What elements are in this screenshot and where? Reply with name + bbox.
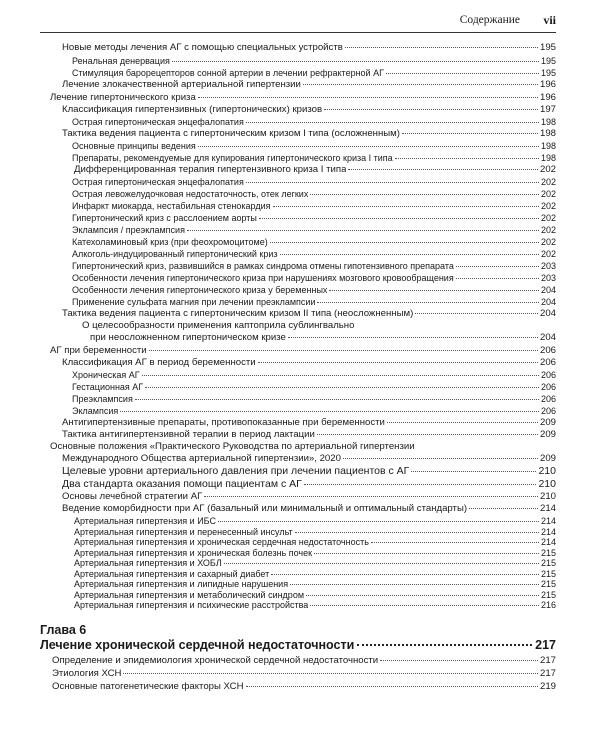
toc-entry[interactable]: Гипертонический криз, развившийся в рамках синдрома отмены гипотензивного препарата 203 xyxy=(72,261,556,271)
toc-entry[interactable]: Артериальная гипертензия и перенесенный инсульт 214 xyxy=(74,526,556,537)
toc-entry[interactable]: Стимуляция барорецепторов сонной артерии в лечении рефрактерной АГ 195 xyxy=(72,68,556,78)
toc-entry[interactable]: Инфаркт миокарда, нестабильная стенокардия 202 xyxy=(72,201,556,211)
toc-entry[interactable]: Ведение коморбидности при АГ (базальный или минимальный и оптимальный стандарты) 214 xyxy=(62,503,556,514)
toc-entry[interactable]: АГ при беременности 206 xyxy=(50,345,556,356)
toc-entry[interactable]: Лечение гипертонического криза 196 xyxy=(50,92,556,103)
toc-entry[interactable]: Лечение злокачественной артериальной гипертензии 196 xyxy=(62,79,556,90)
toc-entry[interactable]: Артериальная гипертензия и психические расстройства 216 xyxy=(74,600,556,610)
toc-entry[interactable]: Артериальная гипертензия и ХОБЛ 215 xyxy=(74,558,556,568)
toc-entry[interactable]: Хроническая АГ 206 xyxy=(72,370,556,380)
toc-entry[interactable]: Два стандарта оказания помощи пациентам с АГ 210 xyxy=(62,478,556,490)
toc-entry[interactable]: Артериальная гипертензия и хроническая сердечная недостаточность 214 xyxy=(74,537,556,547)
toc-entry[interactable]: Антигипертензивные препараты, противопоказанные при беременности 209 xyxy=(62,417,556,428)
toc-entry-line1[interactable]: Основные положения «Практического Руководства по артериальной гипертензии xyxy=(50,441,415,452)
toc-entry[interactable]: Тактика антигипертензивной терапии в период лактации 209 xyxy=(62,429,556,440)
toc-entry[interactable]: Классификация гипертензивных (гипертонических) кризов 197 xyxy=(62,104,556,115)
toc-entry[interactable]: Катехоламиновый криз (при феохромоцитоме) 202 xyxy=(72,237,556,247)
toc-entry[interactable]: Острая гипертоническая энцефалопатия 202 xyxy=(72,177,556,187)
toc-entry[interactable]: Артериальная гипертензия и метаболический синдром 215 xyxy=(74,589,556,600)
toc-entry[interactable]: Препараты, рекомендуемые для купирования гипертонического криза I типа 198 xyxy=(72,153,556,163)
toc-entry[interactable]: Целевые уровни артериального давления при лечении пациентов с АГ 210 xyxy=(62,465,556,477)
toc-entry[interactable]: Гипертонический криз с расслоением аорты 202 xyxy=(72,213,556,223)
toc-entry[interactable]: Применение сульфата магния при лечении преэклампсии 204 xyxy=(72,297,556,307)
toc-entry[interactable]: Алкоголь-индуцированный гипертонический криз 202 xyxy=(72,249,556,259)
chapter-title-row[interactable] xyxy=(40,638,556,652)
toc-entry[interactable]: Острая гипертоническая энцефалопатия 198 xyxy=(72,117,556,127)
toc-entry[interactable]: Тактика ведения пациента с гипертоническим кризом II типа (неосложненным) 204 xyxy=(62,308,556,319)
toc-entry[interactable]: Основные принципы ведения 198 xyxy=(72,141,556,151)
toc-entry[interactable]: Особенности лечения гипертонического криза у беременных 204 xyxy=(72,285,556,295)
toc-entry[interactable]: при неосложненном гипертоническом кризе 204 xyxy=(90,332,556,343)
toc-entry[interactable]: Эклампсия 206 xyxy=(72,406,556,416)
toc-entry[interactable]: Острая левожелудочковая недостаточность, отек легких 202 xyxy=(72,189,556,199)
toc-entry[interactable]: Преэклампсия 206 xyxy=(72,394,556,404)
toc-entry[interactable]: Классификация АГ в период беременности 206 xyxy=(62,357,556,368)
toc-entry[interactable]: Основные патогенетические факторы ХСН 219 xyxy=(52,681,556,692)
toc-entry[interactable]: Определение и эпидемиология хронической сердечной недостаточности 217 xyxy=(52,655,556,666)
toc-entry[interactable]: Международного Общества артериальной гипертензии», 2020 209 xyxy=(62,453,556,464)
chapter-label: Глава 6 xyxy=(40,623,87,637)
page-number: vii xyxy=(543,13,556,27)
toc-entry[interactable]: Артериальная гипертензия и хроническая болезнь почек 215 xyxy=(74,547,556,558)
chapter-title: Лечение хронической сердечной недостаточности xyxy=(40,638,355,652)
chapter-page: 217 xyxy=(535,638,556,652)
page-header xyxy=(40,10,556,33)
toc-entry[interactable]: Артериальная гипертензия и липидные нарушения 215 xyxy=(74,579,556,589)
running-header-title: Содержание xyxy=(459,14,520,26)
toc-entry[interactable]: Тактика ведения пациента с гипертоническим кризом I типа (осложненным) 198 xyxy=(62,128,556,139)
toc-entry[interactable]: Новые методы лечения АГ с помощью специальных устройств 195 xyxy=(62,42,556,53)
toc-entry[interactable]: Артериальная гипертензия и ИБС 214 xyxy=(74,516,556,526)
toc-entry[interactable]: Артериальная гипертензия и сахарный диабет 215 xyxy=(74,568,556,579)
toc-entry[interactable]: Этиология ХСН 217 xyxy=(52,668,556,679)
toc-entry[interactable]: Основы лечебной стратегии АГ 210 xyxy=(62,491,556,502)
toc-entry[interactable]: Ренальная денервация 195 xyxy=(72,56,556,66)
toc-entry[interactable]: Гестационная АГ 206 xyxy=(72,382,556,392)
toc-entry[interactable]: Особенности лечения гипертонического криза при нарушениях мозгового кровообращения 203 xyxy=(72,273,556,283)
toc-entry[interactable]: Эклампсия / преэклампсия 202 xyxy=(72,225,556,235)
toc-entry-line1[interactable]: О целесообразности применения каптоприла сублингвально xyxy=(82,320,355,331)
leader-dots xyxy=(357,644,532,646)
toc-entry[interactable]: Дифференцированная терапия гипертензивного криза I типа 202 xyxy=(74,164,556,175)
